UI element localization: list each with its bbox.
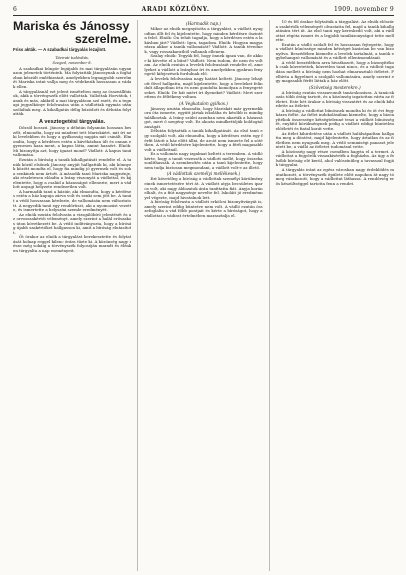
paragraph: Délután folytatták a tanúk kihallgatását. Az első tanú egy szolgáló volt, aki elmondta, hogy a kérdéses estén egy férfit látott a ház előtt állni, de arcát nem ismerte fel a sötétben. A védő kérdésére kijelentette, hogy a férfi magasabb volt a vádlottnál. [144,128,263,152]
paragraph: 10 és fél órakor folytatták a tárgyalást. Az elnök először a szakértők véleményét olvastatta fel, majd a tanúk kihallgatására tért át. Az első tanú egy kereskedő volt, aki a vádlottat régóta ismeri és a legjobb tanúbizonyságot tette mellette. [275,20,394,43]
section-subheading: (Harmadik nap.) [186,21,221,26]
column-1 [13,20,131,571]
paragraph: Ezután a bíróság a tanúk kihallgatását rendelte el. A tanúk közül elsőnek Jánossy anyját hallgatták ki, aki könnyek között mondta el, hogy fia mindig jó gyermek volt és soha senkinek nem ártott. A második tanú Mariska nagynénje, aki részletesen előadta a leány viszonyát a vádlottal, és kijelentette, hogy a család a házasságot ellenezte, mert a vádlott anyagi helyzete rendezetlen volt. [13,157,132,190]
article-lede: Friss akták. — A szabadkai tárgyalás lezajlott. [13,47,107,52]
paragraph: A tárgyalás iránt az egész városban nagy érdeklődés mutatkozott, a törvényszék épülete előtt napokon át nagy tömeg várakozott, hogy a vádlottat láthassa. A rendőrség erős készültséggel tartotta fenn a rendet. [275,166,394,186]
column-3 [269,20,394,571]
paragraph: A bíróság ezután visszavonult tanácskozásra. A tanácskozás több óráig tartott, és a közönség izgatottan várta az ítéletet. Este hét órakor a bíróság visszatért és az elnök kihirdette az ítéletet. [275,89,394,109]
paragraph: A védő beszédében arra hivatkozott, hogy a bizonyítékok csak közvetettek, közvetlen tanú nincs, és a vádlott tagadása mellett a bíróság nem hozhat elmarasztaló ítéletet. Felhívta a figyelmet a szolgáló vallomására, amely szerint egy magasabb férfit láttak a ház előtt. [275,59,394,84]
paragraph: Öt órakor az elnök a tárgyalást berekesztette és folytatását holnap reggel kilenc órára tűzte ki. A közönség nagy része még sokáig a törvényszék folyosóján maradt és élénken tárgyalta a nap eseményeit. [13,234,132,253]
headline-line-2: szerelme. [74,31,132,46]
issue-date: 1909. november 9 [334,6,394,13]
section-subheading: (Szövetség mesterekre.) [309,84,361,90]
paragraph: Az elnök ezután felolvasta a vizsgálóbíró jelentését és az orvosszakértői véleményt, amely szerint a halál erőszakos úton következett be. A védő indítványozta, hogy a bíróság újabb szakértőket hallgasson ki, amit a bíróság elutasított. [13,211,132,235]
masthead [13,6,394,16]
section-subheading: (A Vegkatalon gyilkos.) [179,100,228,106]
paragraph: A bíróság felolvasta a vádlott erkölcsi bizonyítványát is, amely szerint eddig büntetve nem volt. A vádló ezután összefoglalta a vád főbb pontjait és kérte a bíróságot, hogy a vádlottat a vádirat értelmében marasztalja el. [144,199,263,218]
paragraph: A levelek felolvasása nagy hatást keltett. Jánossy lehajtott fővel hallgatta, majd kijelentette, hogy a leveleket felindult állapotban írta és nem gondolta komolyan a fenyegetéseket. Elnök: De hát miért írt ilyeneket? Vádlott: Mert szerettem és féltékeny voltam. [144,76,263,100]
paragraph: Ezt követőleg a bíróság a vádlottak személyi körülményeinek ismertetésére tért át. A vádlott atyja becsületes iparos volt, aki nagy áldozatok árán taníttatta fiát. Anyja korán elhalt, és a fiút nagynénje nevelte fel. Iskoláit jó eredménnyel végezte, majd hivatalnok lett. [144,176,263,200]
text-columns [13,20,394,571]
dateline: Szeged, november 8. [52,61,92,66]
headline-line-1: Mariska és Jánossy [13,20,130,33]
paragraph: Dőzsöl bosszú. Jánossy a délután folyamán hosszan beszélt, elmondta, hogy mi mindent tett Mariskáért, mit írt neki levelekben és hogy a gyilkosság napján mit csinált. Elmondta, hogy a kérdéses estén a kávéházban ült és onnan egyenesen haza ment, a kapus látta, amint hazaért. Elnök: Mi bizonyítja azt, hogy igazat mond? Vádlott: A kapus tanúvallomása. [13,125,132,158]
paragraph: Ez a vallomás nagy izgalmat keltett a teremben. A vádló kérte, hogy a tanút vezessék a vádlott mellé, hogy összehasonlíthassák. A szembesítés után a tanú kijelentette, hogy nem tudja biztosan megmondani, a vádlott volt-e az illető. [144,151,263,170]
paragraph: A közönség nagy része csendben hagyta el a termet. A vádlottat a fegyőrök visszakísérték a fogházba. Az ügy a felsőbb bíróság elé kerül, ahol valószínűleg a tavasszal fogják tárgyalni. [275,148,394,168]
paragraph: Mikor az elnök megnyitotta a tárgyalást, a vádlott nyugodtan állt fel és kijelentette, hogy minden kérdésre őszintén felel. Elnök: Ön tehát tagadja, hogy a kérdéses estén a lakásban járt? Vádlott: Igen, tagadom. Elnök: Hogyan magyarázza akkor a tanúk vallomását? Vádlott: A tanúk tévednek, vagy rosszakaratból vallanak ellenem. [144,26,263,54]
section-subheading: (A vádlottak személyi mellékesek.) [166,171,241,177]
paragraph: A tárgyalásnál ezt jelent ismételten meg az összeállítások, akik a törvényszék előtt vallottak. Vallottak Horvátok, tanuk és más, akikről a mai tárgyaláson szó esett, és a tegnapi jegyzőkönyv felolvasása után a vádlottak egymás után szólaltak meg. A kihallgatás délig húzódott és délután folytatták. [13,88,132,117]
page-number: 6 [13,6,18,13]
section-subheading: A vesztegetési tárgyalás. [38,118,106,125]
paragraph: Jánossy azután elmondta, hogy Mariskát már gyermekkora óta ismerte, együtt jártak iskolába és később is mindig találkoztak. A leány szülei azonban nem akarták a házasságot, mert ő szegény volt. Ez okozta mindkettőjük boldogtalanságát. [144,105,263,129]
paragraph: Az ítélet kihirdetése után a vádlott halálsápadtan hallgatta meg a döntést, majd kijelentette, hogy ártatlan és az ítéletben nem nyugszik meg. A védő semmiségi panaszt jelentett be, a vádló az ítéletet tudomásul vette. [275,130,394,150]
paper-title: ARADI KÖZLÖNY. [141,6,210,13]
paragraph: A bíróság a vádlottat bűnösnek mondta ki és öt évi fegyházra ítélte. Az ítélet indokolásában kiemelte, hogy a bizonyítékok összessége kétségtelenné teszi a vádlott bűnösségét, enyhítő körülménynek pedig a vádlott eddigi büntetlen előéletét és fiatal korát vette. [275,107,394,132]
paragraph: A harmadik tanú a háziúr, aki elmondta, hogy a kérdéses estén a ház kapuja zárva volt és senki sem jött be. A tanút a védő hosszasan kérdezte, de vallomásán nem változtatott. A negyedik tanú egy rendőrtiszt, aki a nyomozást vezette, és ismertette a helyszíni szemle eredményét. [13,188,132,213]
article-headline [13,20,131,45]
paragraph: Ezután a vádló szólalt fel és hosszasan fejtegette, hogy a vádlott bűnössége minden kétséget kizáróan be van bizonyítva. Beszédében kiemelte a levelek tartalmát, a tanúk egybehangzó vallomását és a vádlott ellentmondásait. [275,41,394,61]
column-2 [137,20,262,571]
paragraph: Szalay elnök: Tegyük fel, hogy önnek igaza van, de akkor ki követte el a bűnt? Vádlott: Nem tudom, de nem én voltam. Az elnök ezután a levelek felolvasását rendelte el, amelyeket a vádlott a leányhoz írt és amelyekben gyakran fenyegető kifejezések fordulnak elő. [144,53,263,77]
paragraph: A szabadkai bűnpör legújabb és mai tárgyalásán ugyanazon jelenetek történtek. Ma folytatták Jánossynak a fogházban készült emlékiratait, amelyekben legnagyobb szerelmét Mariska iránt vallja meg és védekezik hosszasan a vádak ellen. [13,65,132,89]
lede-subline: Távirati tudósítás. [55,55,89,60]
